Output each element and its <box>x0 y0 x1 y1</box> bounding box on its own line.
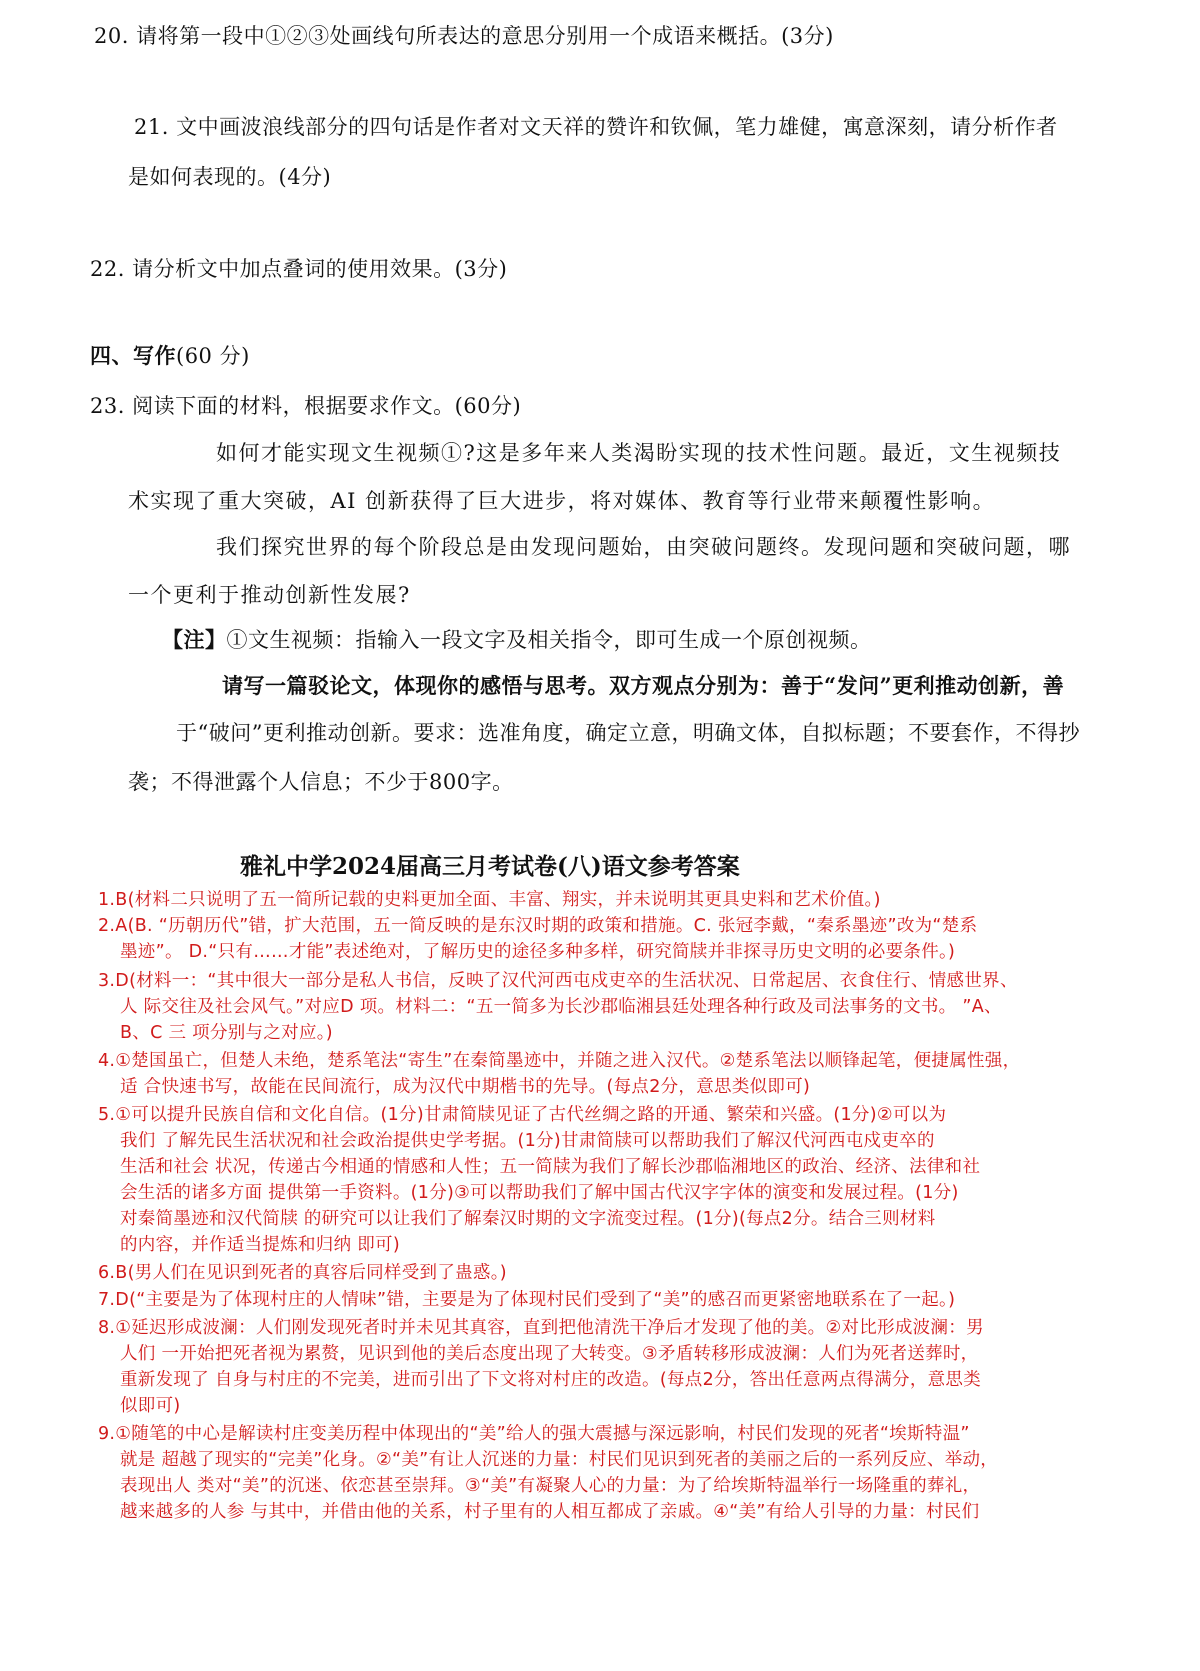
writing-requirement-line-2: 于“破问”更利推动创新。要求：选准角度，确定立意，明确文体，自拟标题；不要套作，不得抄 <box>176 721 1080 745</box>
answer-line: 就是 超越了现实的“完美”化身。②“美”有让人沉迷的力量：村民们见识到死者的美丽之后的一系列反应、举动， <box>120 1450 999 1470</box>
answer-line: 人们 一开始把死者视为累赘，见识到他的美后态度出现了大转变。③矛盾转移形成波澜：人们为死者送葬时， <box>120 1344 979 1364</box>
answer-line: B、C 三 项分别与之对应。) <box>120 1023 333 1043</box>
question-21-line-2: 是如何表现的。(4分) <box>128 165 332 189</box>
answer-line: 会生活的诸多方面 提供第一手资料。(1分)③可以帮助我们了解中国古代汉字字体的演变和发展过程。(1分) <box>120 1183 959 1203</box>
note-tag: 【注】 <box>162 627 227 652</box>
answer-line: 重新发现了 自身与村庄的不完美，进而引出了下文将对村庄的改造。(每点2分，答出任意两点得满分，意思类 <box>120 1370 982 1390</box>
writing-section-score: (60 分) <box>176 344 250 368</box>
question-23: 23. 阅读下面的材料，根据要求作文。(60分) <box>90 394 522 418</box>
material-paragraph-2-line-2: 一个更利于推动创新性发展? <box>128 583 411 607</box>
writing-section-title: 四、写作 <box>90 343 176 368</box>
answer-line: 似即可) <box>120 1396 181 1416</box>
answer-line: 3.D(材料一：“其中很大一部分是私人书信，反映了汉代河西屯戍吏卒的生活状况、日常起居、衣食住行、情感世界、 <box>98 971 1018 991</box>
answer-line: 适 合快速书写，故能在民间流行，成为汉代中期楷书的先导。(每点2分，意思类似即可) <box>120 1077 811 1097</box>
answer-line: 8.①延迟形成波澜：人们刚发现死者时并未见其真容，直到把他清洗干净后才发现了他的美。②对比形成波澜：男 <box>98 1318 984 1338</box>
answer-line: 4.①楚国虽亡，但楚人未绝，楚系笔法“寄生”在秦简墨迹中，并随之进入汉代。②楚系笔法以顺锋起笔，便捷属性强， <box>98 1051 1021 1071</box>
question-20: 20. 请将第一段中①②③处画线句所表达的意思分别用一个成语来概括。(3分) <box>94 24 834 48</box>
answer-line: 的内容，并作适当提炼和归纳 即可) <box>120 1235 400 1255</box>
answer-line: 2.A(B. “历朝历代”错，扩大范围，五一简反映的是东汉时期的政策和措施。C. 张冠李戴，“秦系墨迹”改为“楚系 <box>98 916 978 936</box>
material-paragraph-1-line-1: 如何才能实现文生视频①?这是多年来人类渴盼实现的技术性问题。最近，文生视频技 <box>216 441 1062 465</box>
question-21-line-1: 21. 文中画波浪线部分的四句话是作者对文天祥的赞许和钦佩，笔力雄健，寓意深刻，请分析作者 <box>134 115 1058 139</box>
answer-line: 对秦简墨迹和汉代简牍 的研究可以让我们了解秦汉时期的文字流变过程。(1分)(每点2分。结合三则材料 <box>120 1209 936 1229</box>
answer-line: 1.B(材料二只说明了五一简所记载的史料更加全面、丰富、翔实，并未说明其更具史料和艺术价值。) <box>98 890 881 910</box>
answer-line: 表现出人 类对“美”的沉迷、依恋甚至崇拜。③“美”有凝聚人心的力量：为了给埃斯特温举行一场隆重的葬礼， <box>120 1476 981 1496</box>
material-paragraph-1-line-2: 术实现了重大突破，AI 创新获得了巨大进步，将对媒体、教育等行业带来颠覆性影响。 <box>128 489 996 513</box>
answer-line: 9.①随笔的中心是解读村庄变美历程中体现出的“美”给人的强大震撼与深远影响，村民们发现的死者“埃斯特温” <box>98 1424 970 1444</box>
answer-line: 越来越多的人参 与其中，并借由他的关系，村子里有的人相互都成了亲戚。④“美”有给人引导的力量：村民们 <box>120 1502 980 1522</box>
answer-line: 7.D(“主要是为了体现村庄的人情味”错，主要是为了体现村民们受到了“美”的感召而更紧密地联系在了一起。) <box>98 1290 956 1310</box>
writing-requirement-line-1: 请写一篇驳论文，体现你的感悟与思考。双方观点分别为：善于“发问”更利推动创新，善 <box>222 673 1065 698</box>
material-paragraph-2-line-1: 我们探究世界的每个阶段总是由发现问题始，由突破问题终。发现问题和突破问题，哪 <box>216 535 1071 559</box>
answer-key-title: 雅礼中学2024届高三月考试卷(八)语文参考答案 <box>240 853 740 880</box>
note <box>162 624 872 654</box>
note-text: ①文生视频：指输入一段文字及相关指令，即可生成一个原创视频。 <box>226 628 872 652</box>
answer-line: 人 际交往及社会风气。”对应D 项。材料二：“五一简多为长沙郡临湘县廷处理各种行政及司法事务的文书。 ”A、 <box>120 997 1002 1017</box>
answer-line: 生活和社会 状况，传递古今相通的情感和人性；五一简牍为我们了解长沙郡临湘地区的政治、经济、法律和社 <box>120 1157 981 1177</box>
question-22: 22. 请分析文中加点叠词的使用效果。(3分) <box>90 257 508 281</box>
answer-line: 5.①可以提升民族自信和文化自信。(1分)甘肃简牍见证了古代丝绸之路的开通、繁荣和兴盛。(1分)②可以为 <box>98 1105 947 1125</box>
answer-line: 我们 了解先民生活状况和社会政治提供史学考据。(1分)甘肃简牍可以帮助我们了解汉代河西屯戍吏卒的 <box>120 1131 935 1151</box>
answer-line: 6.B(男人们在见识到死者的真容后同样受到了蛊惑。) <box>98 1263 507 1283</box>
writing-section-heading <box>90 340 250 370</box>
writing-requirement-line-3: 袭；不得泄露个人信息；不少于800字。 <box>128 770 514 794</box>
answer-line: 墨迹”。 D.“只有……才能”表述绝对，了解历史的途径多种多样，研究简牍并非探寻历史文明的必要条件。) <box>120 942 956 962</box>
